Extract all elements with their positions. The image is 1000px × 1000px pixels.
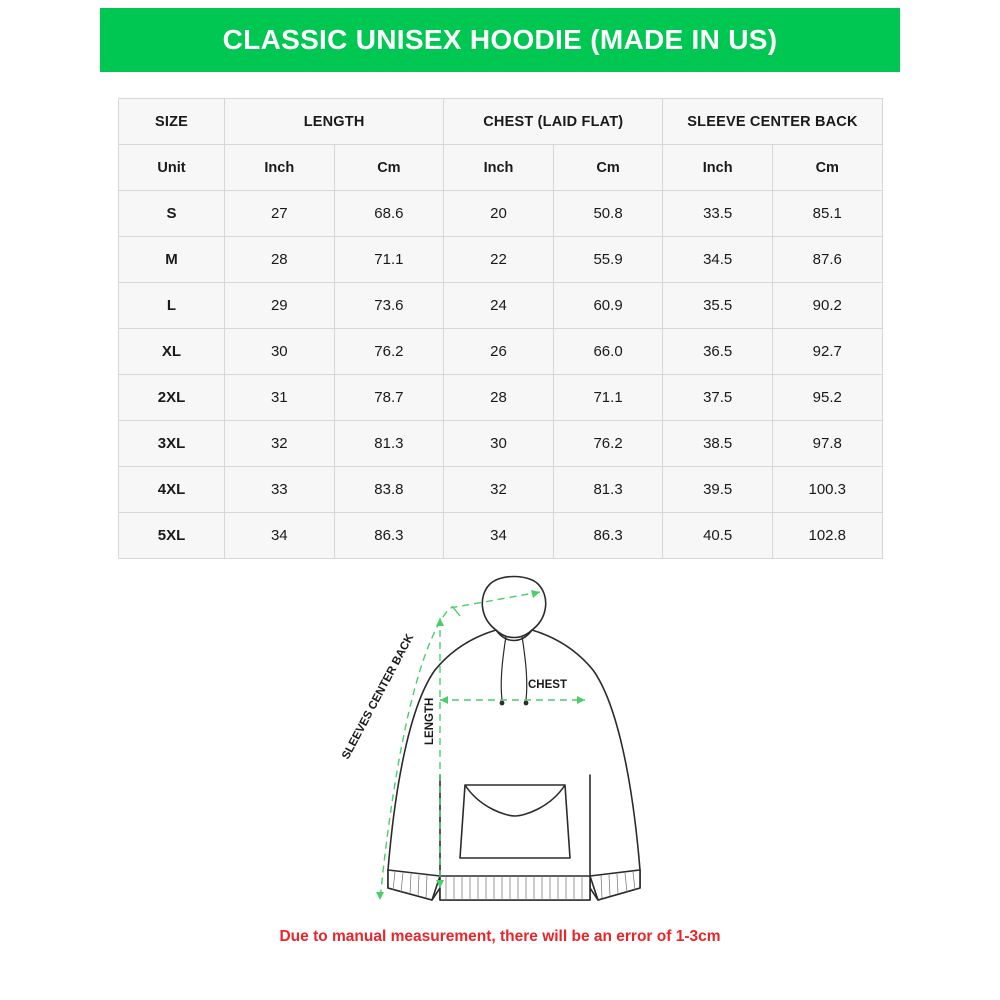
- table-group-header-row: [119, 99, 883, 145]
- cell-chest-cm: 50.8: [553, 191, 663, 237]
- unit-length-inch: Inch: [225, 145, 335, 191]
- hoodie-body-outline: [388, 630, 640, 900]
- cell-sleeve-inch: 35.5: [663, 283, 773, 329]
- table-row: [119, 237, 883, 283]
- cell-sleeve-inch: 38.5: [663, 421, 773, 467]
- cell-length-inch: 33: [225, 467, 335, 513]
- cell-sleeve-cm: 100.3: [772, 467, 882, 513]
- cell-chest-cm: 71.1: [553, 375, 663, 421]
- unit-length-cm: Cm: [334, 145, 444, 191]
- cell-sleeve-inch: 34.5: [663, 237, 773, 283]
- cell-chest-inch: 30: [444, 421, 554, 467]
- cell-chest-inch: 34: [444, 513, 554, 559]
- cell-length-cm: 78.7: [334, 375, 444, 421]
- cell-sleeve-inch: 39.5: [663, 467, 773, 513]
- length-label: LENGTH: [424, 697, 436, 745]
- cell-size: 5XL: [119, 513, 225, 559]
- cell-chest-inch: 28: [444, 375, 554, 421]
- cell-length-inch: 28: [225, 237, 335, 283]
- cell-length-inch: 34: [225, 513, 335, 559]
- cell-chest-cm: 55.9: [553, 237, 663, 283]
- cell-length-cm: 83.8: [334, 467, 444, 513]
- measurement-note: Due to manual measurement, there will be an error of 1-3cm: [279, 928, 721, 945]
- cell-chest-inch: 20: [444, 191, 554, 237]
- cell-sleeve-cm: 85.1: [772, 191, 882, 237]
- size-chart-table: [118, 98, 882, 559]
- cell-sleeve-cm: 87.6: [772, 237, 882, 283]
- cell-size: 4XL: [119, 467, 225, 513]
- cell-sleeve-inch: 33.5: [663, 191, 773, 237]
- table-row: [119, 375, 883, 421]
- sleeve-arrow-bottom: [376, 892, 384, 900]
- header-length: LENGTH: [225, 99, 444, 145]
- drawstring-tip-right: [524, 701, 529, 706]
- cell-chest-inch: 24: [444, 283, 554, 329]
- unit-chest-cm: Cm: [553, 145, 663, 191]
- table-row: [119, 513, 883, 559]
- cell-sleeve-inch: 36.5: [663, 329, 773, 375]
- hoodie-diagram: [300, 570, 720, 930]
- table-row: [119, 421, 883, 467]
- hem-ribbing: [440, 876, 590, 900]
- cell-length-inch: 31: [225, 375, 335, 421]
- cell-length-cm: 68.6: [334, 191, 444, 237]
- cell-sleeve-cm: 90.2: [772, 283, 882, 329]
- unit-chest-inch: Inch: [444, 145, 554, 191]
- chest-label: CHEST: [528, 679, 567, 691]
- header-sleeve: SLEEVE CENTER BACK: [663, 99, 882, 145]
- table-row: [119, 329, 883, 375]
- cell-size: XL: [119, 329, 225, 375]
- cell-chest-inch: 26: [444, 329, 554, 375]
- table-row: [119, 283, 883, 329]
- table-row: [119, 467, 883, 513]
- hoodie-pocket: [460, 785, 570, 858]
- unit-label: Unit: [119, 145, 225, 191]
- cell-chest-cm: 86.3: [553, 513, 663, 559]
- cell-size: 3XL: [119, 421, 225, 467]
- drawstring-tip-left: [500, 701, 505, 706]
- hoodie-hood: [482, 577, 545, 638]
- cell-sleeve-inch: 37.5: [663, 375, 773, 421]
- cell-length-cm: 76.2: [334, 329, 444, 375]
- cell-size: L: [119, 283, 225, 329]
- cell-sleeve-cm: 95.2: [772, 375, 882, 421]
- table-row: [119, 191, 883, 237]
- cell-chest-cm: 81.3: [553, 467, 663, 513]
- cell-size: 2XL: [119, 375, 225, 421]
- cell-size: S: [119, 191, 225, 237]
- cell-length-inch: 29: [225, 283, 335, 329]
- header-size: SIZE: [119, 99, 225, 145]
- header-banner: [100, 8, 900, 72]
- cell-length-inch: 30: [225, 329, 335, 375]
- sleeves-label: SLEEVES CENTER BACK: [340, 632, 417, 762]
- cell-length-cm: 81.3: [334, 421, 444, 467]
- cuff-right: [590, 870, 640, 900]
- cell-chest-inch: 32: [444, 467, 554, 513]
- cell-chest-cm: 66.0: [553, 329, 663, 375]
- cell-sleeve-cm: 97.8: [772, 421, 882, 467]
- cell-sleeve-cm: 102.8: [772, 513, 882, 559]
- unit-sleeve-cm: Cm: [772, 145, 882, 191]
- header-chest: CHEST (LAID FLAT): [444, 99, 663, 145]
- cell-chest-cm: 76.2: [553, 421, 663, 467]
- cell-sleeve-cm: 92.7: [772, 329, 882, 375]
- hoodie-illustration-svg: [300, 570, 720, 930]
- unit-sleeve-inch: Inch: [663, 145, 773, 191]
- cell-sleeve-inch: 40.5: [663, 513, 773, 559]
- table-unit-row: [119, 145, 883, 191]
- cell-length-cm: 86.3: [334, 513, 444, 559]
- page-title: CLASSIC UNISEX HOODIE (MADE IN US): [222, 24, 778, 55]
- cell-length-inch: 32: [225, 421, 335, 467]
- cell-chest-inch: 22: [444, 237, 554, 283]
- cell-length-inch: 27: [225, 191, 335, 237]
- cell-length-cm: 73.6: [334, 283, 444, 329]
- cell-chest-cm: 60.9: [553, 283, 663, 329]
- cuff-left: [388, 870, 440, 900]
- cell-length-cm: 71.1: [334, 237, 444, 283]
- cell-size: M: [119, 237, 225, 283]
